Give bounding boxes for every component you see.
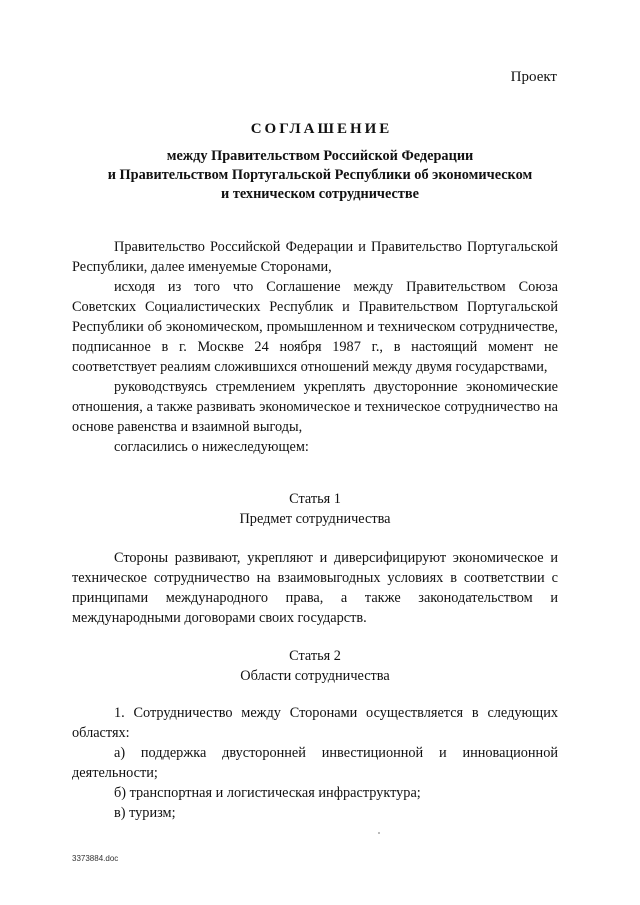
article-1-heading: Предмет сотрудничества [239,511,391,527]
document-subtitle [72,147,568,204]
article-2-item-c: в) туризм; [114,805,176,821]
article-2 [72,646,558,686]
article-2-body [72,703,558,823]
article-2-item-b: б) транспортная и логистическая инфраструктура; [114,785,421,801]
article-1-body [72,548,558,628]
subtitle-line: между Правительством Российской Федерации [166,148,474,164]
article-2-number: Статья 2 [289,648,341,664]
subtitle-line: и техническом сотрудничестве [221,186,419,202]
preamble-paragraph-guided: руководствуясь стремлением укреплять двусторонние экономические отношения, а также развивать экономическое и техническое сотрудничество на основе равенства и взаимной выгоды, [72,379,558,435]
document-title: СОГЛАШЕНИЕ [250,121,393,137]
preamble-paragraph-agreed: согласились о нижеследующем: [114,439,309,455]
preamble-paragraph-parties: Правительство Российской Федерации и Правительство Португальской Республики, далее именуемые Сторонами, [72,239,558,275]
subtitle-line: и Правительством Португальской Республики об экономическом [107,167,533,183]
article-2-heading: Области сотрудничества [240,668,390,684]
file-code: 3373884.doc [72,854,119,863]
article-1-number: Статья 1 [289,491,341,507]
article-2-item-a: а) поддержка двусторонней инвестиционной и инновационной деятельности; [72,745,558,781]
article-1-text: Стороны развивают, укрепляют и диверсифицируют экономическое и техническое сотрудничество на взаимовыгодных условиях в соответствии с принципами международного права, а также законодательством и международными договорами своих государств. [72,550,558,626]
scan-speck [378,832,380,834]
article-1 [72,489,558,529]
preamble-paragraph-considering: исходя из того что Соглашение между Правительством Союза Советских Социалистических Республик и Правительством Португальской Республики об экономическом, промышленном и техническом сотрудничестве, подписанное в г. Москве 24 ноября 1987 г., в настоящий момент не соответствует реалиям сложившихся отношений между двумя государствами, [72,279,558,375]
article-2-item-1: 1. Сотрудничество между Сторонами осуществляется в следующих областях: [72,705,558,741]
preamble [72,237,558,457]
draft-mark: Проект [510,69,557,85]
